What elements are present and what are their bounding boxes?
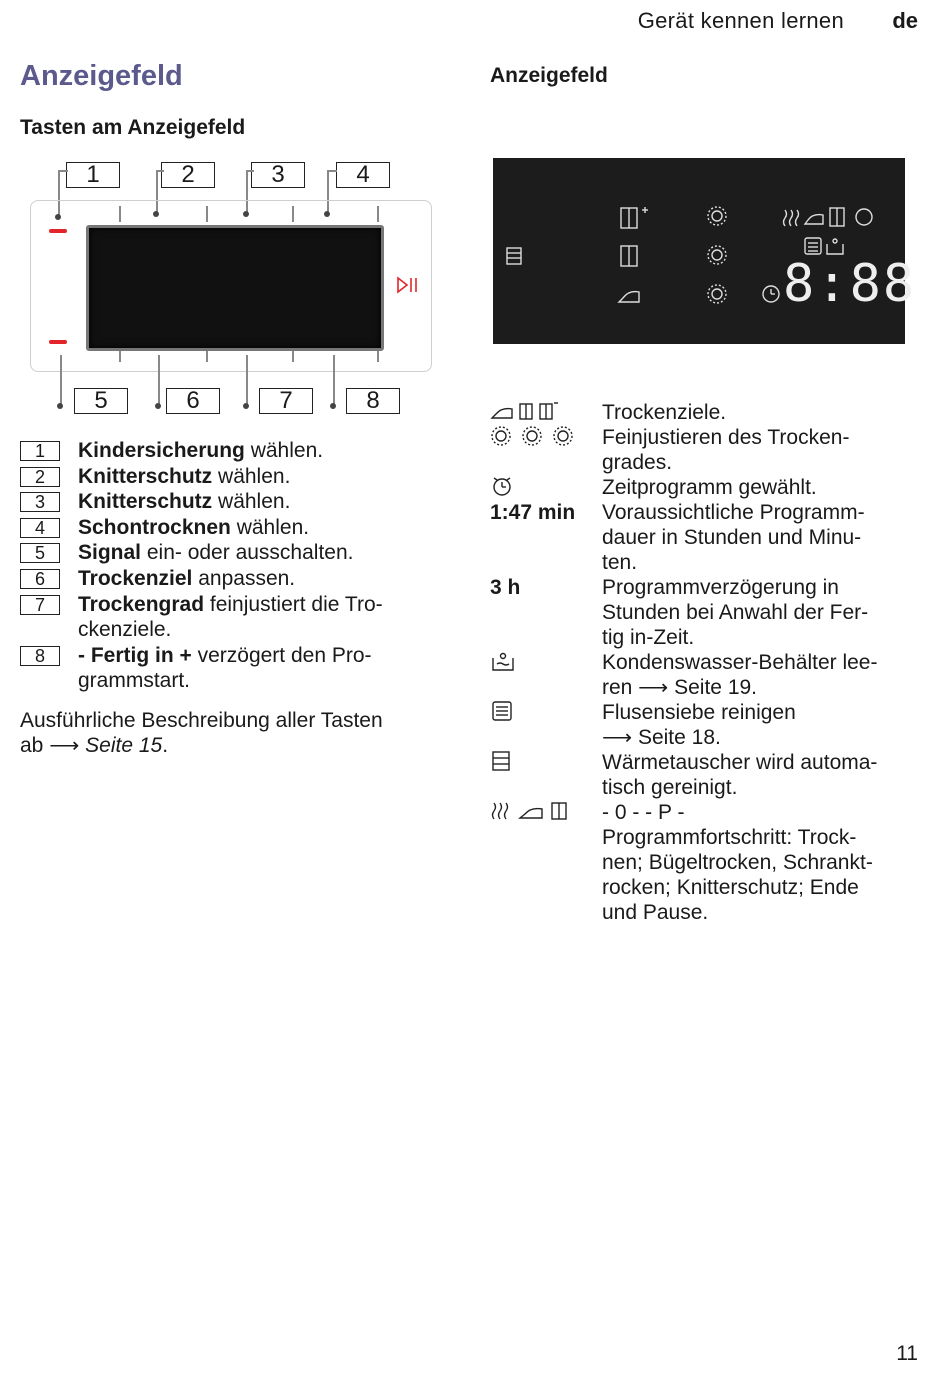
legend-item: 1 Kindersicherung wählen. bbox=[20, 438, 438, 464]
callout-7: 7 bbox=[259, 388, 313, 414]
alarm-clock-icon bbox=[763, 286, 779, 302]
start-pause-icon bbox=[396, 276, 422, 294]
table-row: Kondenswasser-Behälter lee- ren ⟶ Seite 19. bbox=[490, 650, 920, 700]
legend-item: 5 Signal ein- oder ausschalten. bbox=[20, 540, 438, 566]
display-screen bbox=[86, 225, 384, 351]
table-row: Feinjustieren des Trocken- grades. bbox=[490, 425, 920, 475]
legend-item: 7 Trockengrad feinjustiert die Tro- ckenziele. bbox=[20, 592, 438, 643]
progress-icons bbox=[490, 800, 602, 925]
table-row: 3 h Programmverzögerung in Stunden bei Anwahl der Fer- tig in-Zeit. bbox=[490, 576, 869, 649]
table-row: Flusensiebe reinigen ⟶ Seite 18. bbox=[490, 700, 920, 750]
callout-8: 8 bbox=[346, 388, 400, 414]
legend-item: 4 Schontrocknen wählen. bbox=[20, 515, 438, 541]
water-tank-icon bbox=[490, 650, 602, 700]
heat-exchanger-icon bbox=[507, 248, 521, 264]
sun-icons bbox=[490, 425, 602, 475]
callout-1: 1 bbox=[66, 162, 120, 188]
table-row: Trockenziele. bbox=[490, 400, 920, 425]
button-legend bbox=[20, 438, 438, 694]
display-illustration bbox=[493, 158, 917, 344]
time-display: 8:88 bbox=[783, 254, 917, 314]
symbol-table bbox=[490, 400, 920, 925]
progress-icons bbox=[784, 208, 873, 226]
callout-4: 4 bbox=[336, 162, 390, 188]
cupboard-plus-icon bbox=[621, 207, 648, 228]
legend-item: 6 Trockenziel anpassen. bbox=[20, 566, 438, 592]
header-section: Gerät kennen lernen bbox=[637, 8, 844, 33]
callout-6: 6 bbox=[166, 388, 220, 414]
legend-item: 8 - Fertig in + verzögert den Pro- grammstart. bbox=[20, 643, 438, 694]
legend-item: 3 Knitterschutz wählen. bbox=[20, 489, 438, 515]
table-row: 1:47 min Voraussichtliche Programm- dauer in Stunden und Minu- ten. bbox=[490, 501, 865, 574]
signal-led bbox=[49, 340, 67, 344]
callout-2: 2 bbox=[161, 162, 215, 188]
cupboard-icon bbox=[621, 246, 637, 266]
dryness-level-icons bbox=[708, 207, 726, 303]
description-paragraph: Ausführliche Beschreibung aller Tasten ab ⟶ Seite 15. bbox=[20, 709, 383, 757]
alarm-clock-icon bbox=[490, 475, 602, 500]
table-row: - 0 - - P - Programmfortschritt: Trock- nen; Bügeltrocken, Schrankt- rocken; Knitterschutz; Ende und Pause. bbox=[490, 800, 920, 925]
table-row: Zeitprogramm gewählt. bbox=[490, 475, 920, 500]
right-heading: Anzeigefeld bbox=[490, 64, 608, 87]
header-language: de bbox=[892, 8, 918, 33]
lint-filter-icon bbox=[490, 700, 602, 750]
child-lock-led bbox=[49, 229, 67, 233]
page-reference-link[interactable]: Seite 15 bbox=[85, 734, 163, 757]
heat-exchanger-icon bbox=[490, 750, 602, 800]
iron-icon bbox=[619, 292, 639, 302]
drying-target-icons bbox=[490, 400, 602, 425]
page-number: 11 bbox=[896, 1342, 918, 1365]
filter-and-tank-icons bbox=[805, 238, 843, 254]
table-row: Wärmetauscher wird automa- tisch gereinigt. bbox=[490, 750, 920, 800]
callout-5: 5 bbox=[74, 388, 128, 414]
page-title: Anzeigefeld bbox=[20, 60, 183, 92]
left-heading: Tasten am Anzeigefeld bbox=[20, 116, 246, 139]
legend-item: 2 Knitterschutz wählen. bbox=[20, 464, 438, 490]
callout-3: 3 bbox=[251, 162, 305, 188]
